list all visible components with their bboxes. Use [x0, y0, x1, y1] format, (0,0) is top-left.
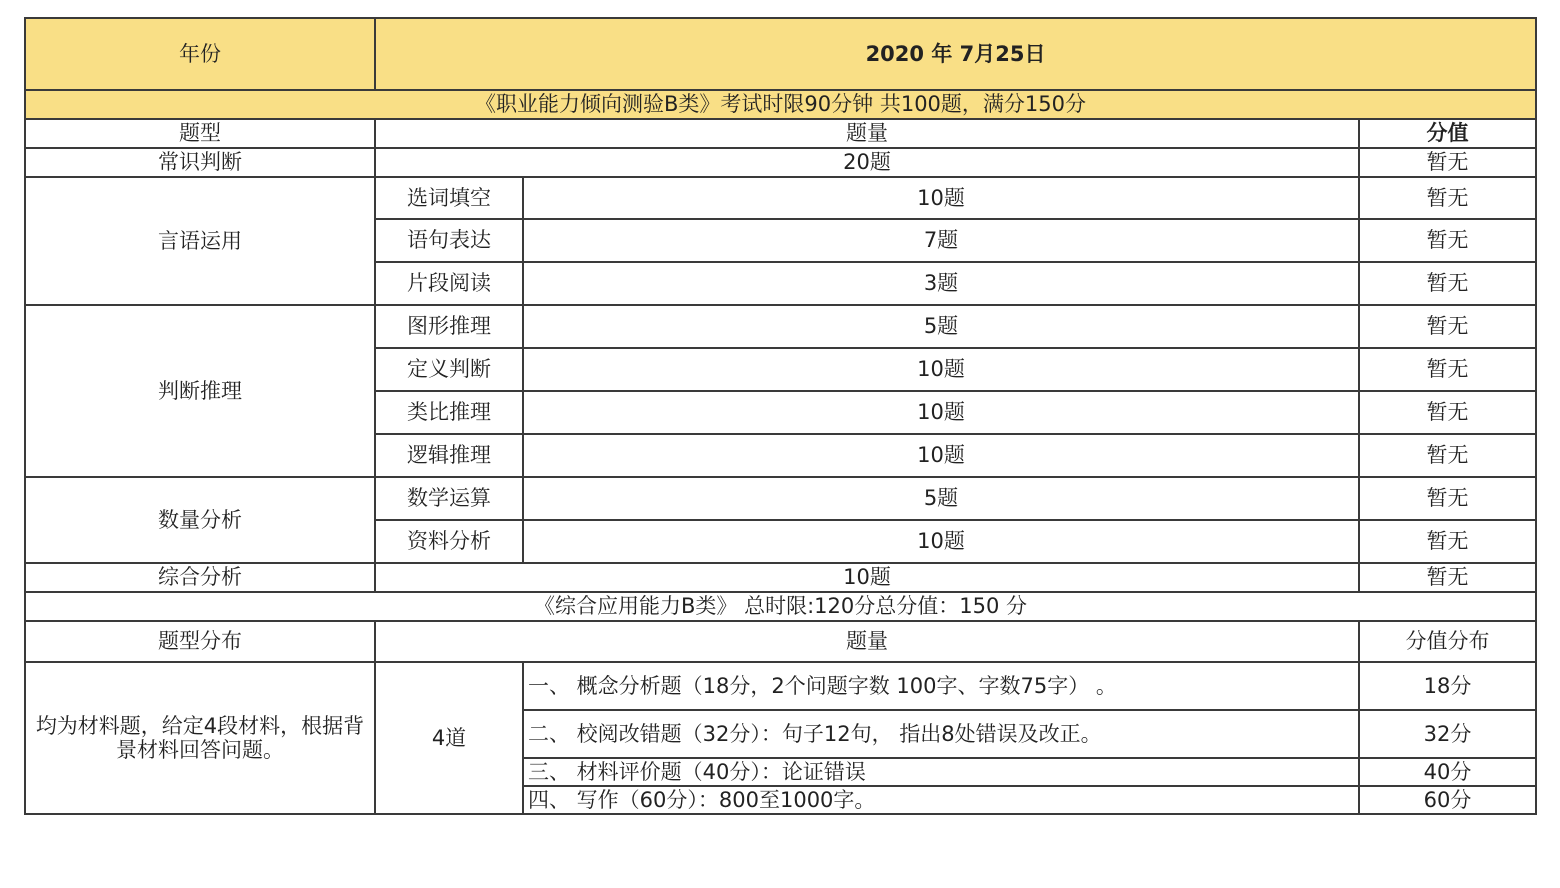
category-cell: 言语运用 [25, 177, 375, 305]
table-row [25, 662, 1536, 710]
count-cell: 10题 [523, 391, 1359, 434]
score-cell: 暂无 [1359, 148, 1536, 177]
count-cell: 3题 [523, 262, 1359, 305]
section2-header-row [25, 621, 1536, 662]
count-cell: 10题 [523, 434, 1359, 477]
year-value: 2020 年 7月25日 [375, 18, 1536, 90]
subcategory-cell: 图形推理 [375, 305, 523, 348]
subcategory-cell: 逻辑推理 [375, 434, 523, 477]
question-item: 一、 概念分析题（18分，2个问题字数 100字、字数75字） 。 [523, 662, 1359, 710]
col-header-count-2: 题量 [375, 621, 1359, 662]
score-cell: 暂无 [1359, 305, 1536, 348]
count-cell: 10题 [375, 563, 1359, 592]
count-cell: 5题 [523, 477, 1359, 520]
subcategory-cell: 资料分析 [375, 520, 523, 563]
table-row [25, 563, 1536, 592]
score-cell: 暂无 [1359, 219, 1536, 262]
count-cell: 10题 [523, 348, 1359, 391]
col-header-type: 题型 [25, 119, 375, 148]
exam-structure-table [24, 17, 1537, 815]
subcategory-cell: 选词填空 [375, 177, 523, 219]
section1-header-row [25, 119, 1536, 148]
score-cell: 暂无 [1359, 520, 1536, 563]
count-cell: 10题 [523, 520, 1359, 563]
section1-banner-row [25, 90, 1536, 119]
score-cell: 18分 [1359, 662, 1536, 710]
section2-banner-row [25, 592, 1536, 621]
score-cell: 暂无 [1359, 177, 1536, 219]
section2-banner: 《综合应用能力B类》 总时限:120分总分值：150 分 [25, 592, 1536, 621]
col-header-score: 分值 [1359, 119, 1536, 148]
score-cell: 32分 [1359, 710, 1536, 758]
table-row [25, 305, 1536, 348]
category-cell: 数量分析 [25, 477, 375, 563]
section1-banner: 《职业能力倾向测验B类》考试时限90分钟 共100题，满分150分 [25, 90, 1536, 119]
score-cell: 暂无 [1359, 563, 1536, 592]
table-row [25, 148, 1536, 177]
category-cell: 判断推理 [25, 305, 375, 477]
material-desc-cell: 均为材料题，给定4段材料，根据背景材料回答问题。 [25, 662, 375, 814]
subcategory-cell: 定义判断 [375, 348, 523, 391]
col-header-type-dist: 题型分布 [25, 621, 375, 662]
score-cell: 暂无 [1359, 477, 1536, 520]
score-cell: 60分 [1359, 786, 1536, 814]
table-row [25, 477, 1536, 520]
score-cell: 40分 [1359, 758, 1536, 786]
table-row [25, 177, 1536, 219]
subcategory-cell: 数学运算 [375, 477, 523, 520]
category-cell: 常识判断 [25, 148, 375, 177]
score-cell: 暂无 [1359, 391, 1536, 434]
score-cell: 暂无 [1359, 434, 1536, 477]
year-row [25, 18, 1536, 90]
score-cell: 暂无 [1359, 262, 1536, 305]
count-cell: 20题 [375, 148, 1359, 177]
col-header-score-dist: 分值分布 [1359, 621, 1536, 662]
score-cell: 暂无 [1359, 348, 1536, 391]
question-item: 二、 校阅改错题（32分）：句子12句， 指出8处错误及改正。 [523, 710, 1359, 758]
col-header-count: 题量 [375, 119, 1359, 148]
subcategory-cell: 语句表达 [375, 219, 523, 262]
count-cell: 7题 [523, 219, 1359, 262]
year-label: 年份 [25, 18, 375, 90]
question-item: 三、 材料评价题（40分）：论证错误 [523, 758, 1359, 786]
question-item: 四、 写作（60分）：800至1000字。 [523, 786, 1359, 814]
subcategory-cell: 类比推理 [375, 391, 523, 434]
category-cell: 综合分析 [25, 563, 375, 592]
question-count-cell: 4道 [375, 662, 523, 814]
subcategory-cell: 片段阅读 [375, 262, 523, 305]
count-cell: 10题 [523, 177, 1359, 219]
count-cell: 5题 [523, 305, 1359, 348]
